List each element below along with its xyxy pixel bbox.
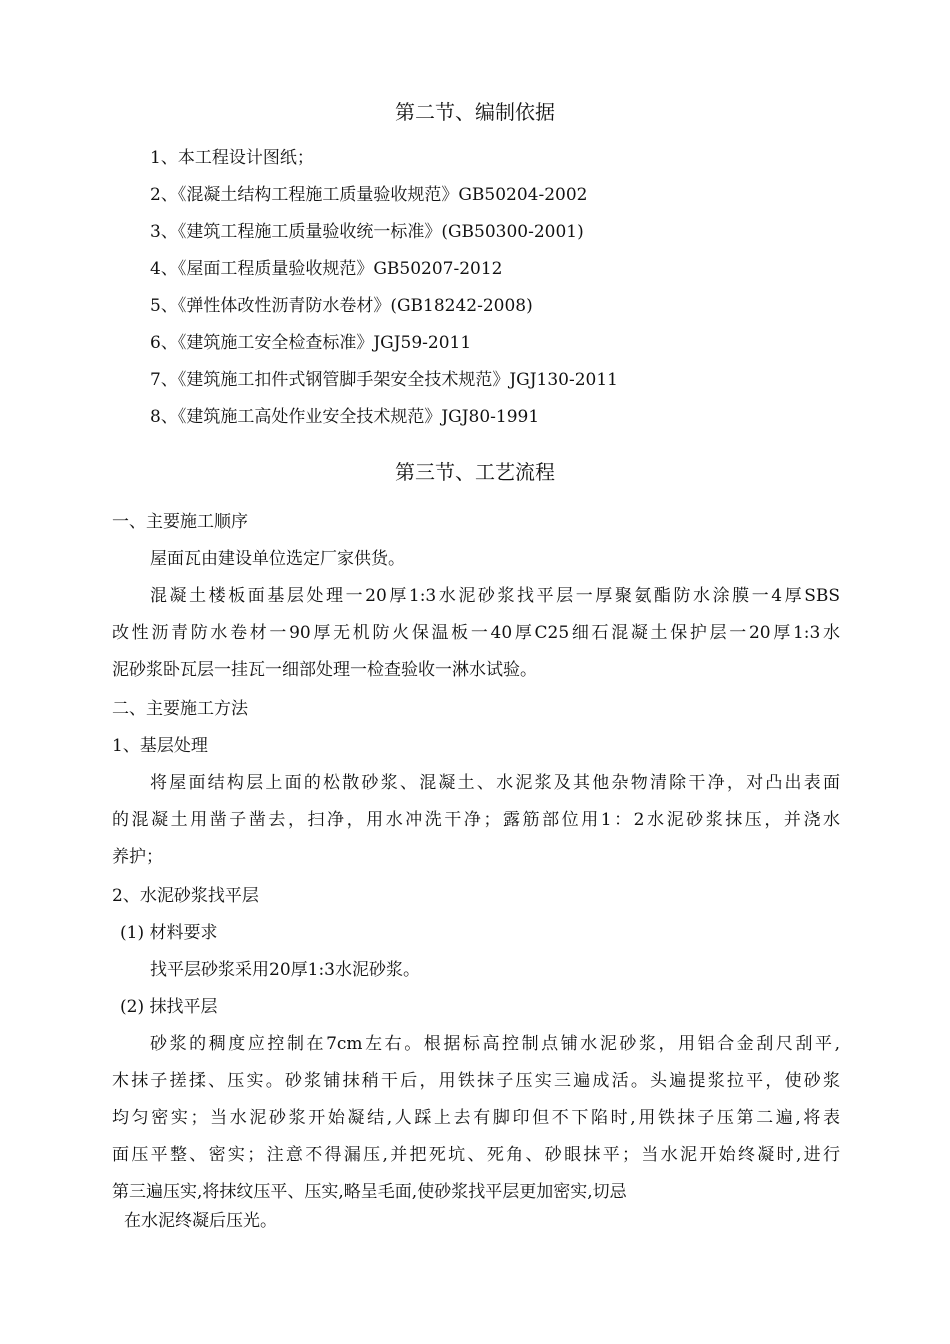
paragraph-line: 面压平整、密实；注意不得漏压,并把死坑、死角、砂眼抹平；当水泥开始终凝时,进行 — [112, 1145, 840, 1165]
paragraph-line: 第三遍压实,将抹纹压平、压实,略呈毛面,使砂浆找平层更加密实,切忌 — [112, 1182, 627, 1202]
reference-item: 1、本工程设计图纸； — [150, 148, 314, 168]
subsection-heading: 二、主要施工方法 — [112, 699, 248, 719]
reference-item: 8、《建筑施工高处作业安全技术规范》JGJ80-1991 — [150, 407, 540, 427]
paragraph-line: 均匀密实；当水泥砂浆开始凝结,人踩上去有脚印但不下陷时,用铁抹子压第二遍,将表 — [112, 1108, 840, 1128]
subsection-heading: 一、主要施工顺序 — [112, 512, 248, 532]
item-heading: (2) 抹找平层 — [120, 997, 218, 1017]
paragraph-line: 砂浆的稠度应控制在7cm左右。根据标高控制点铺水泥砂浆，用铝合金刮尺刮平, — [150, 1034, 840, 1054]
reference-item: 3、《建筑工程施工质量验收统一标准》(GB50300-2001) — [150, 222, 584, 242]
paragraph-line: 泥砂浆卧瓦层一挂瓦一细部处理一检查验收一淋水试验。 — [112, 660, 537, 680]
paragraph-line: 在水泥终凝后压光。 — [124, 1211, 277, 1231]
reference-item: 4、《屋面工程质量验收规范》GB50207-2012 — [150, 259, 503, 279]
subsection-heading: 2、水泥砂浆找平层 — [112, 886, 259, 906]
reference-item: 7、《建筑施工扣件式钢管脚手架安全技术规范》JGJ130-2011 — [150, 370, 618, 390]
paragraph-line: 木抹子搓揉、压实。砂浆铺抹稍干后，用铁抹子压实三遍成活。头遍提浆拉平，使砂浆 — [112, 1071, 840, 1091]
section-title: 第三节、工艺流程 — [395, 460, 555, 484]
paragraph-line: 改性沥青防水卷材一90厚无机防火保温板一40厚C25细石混凝土保护层一20厚1:3水 — [112, 623, 840, 643]
paragraph-line: 混凝土楼板面基层处理一20厚1:3水泥砂浆找平层一厚聚氨酯防水涂膜一4厚SBS — [150, 586, 840, 606]
paragraph-line: 养护； — [112, 847, 163, 867]
paragraph-line: 找平层砂浆采用20厚1:3水泥砂浆。 — [150, 960, 420, 980]
item-heading: (1) 材料要求 — [120, 923, 218, 943]
reference-item: 2、《混凝土结构工程施工质量验收规范》GB50204-2002 — [150, 185, 588, 205]
reference-item: 5、《弹性体改性沥青防水卷材》(GB18242-2008) — [150, 296, 533, 316]
reference-item: 6、《建筑施工安全检查标准》JGJ59-2011 — [150, 333, 472, 353]
paragraph-line: 将屋面结构层上面的松散砂浆、混凝土、水泥浆及其他杂物清除干净，对凸出表面 — [150, 773, 840, 793]
paragraph-line: 的混凝土用凿子凿去，扫净，用水冲洗干净；露筋部位用1：2水泥砂浆抹压，并浇水 — [112, 810, 840, 830]
subsection-heading: 1、基层处理 — [112, 736, 208, 756]
section-title: 第二节、编制依据 — [395, 100, 555, 124]
paragraph-line: 屋面瓦由建设单位选定厂家供货。 — [150, 549, 405, 569]
